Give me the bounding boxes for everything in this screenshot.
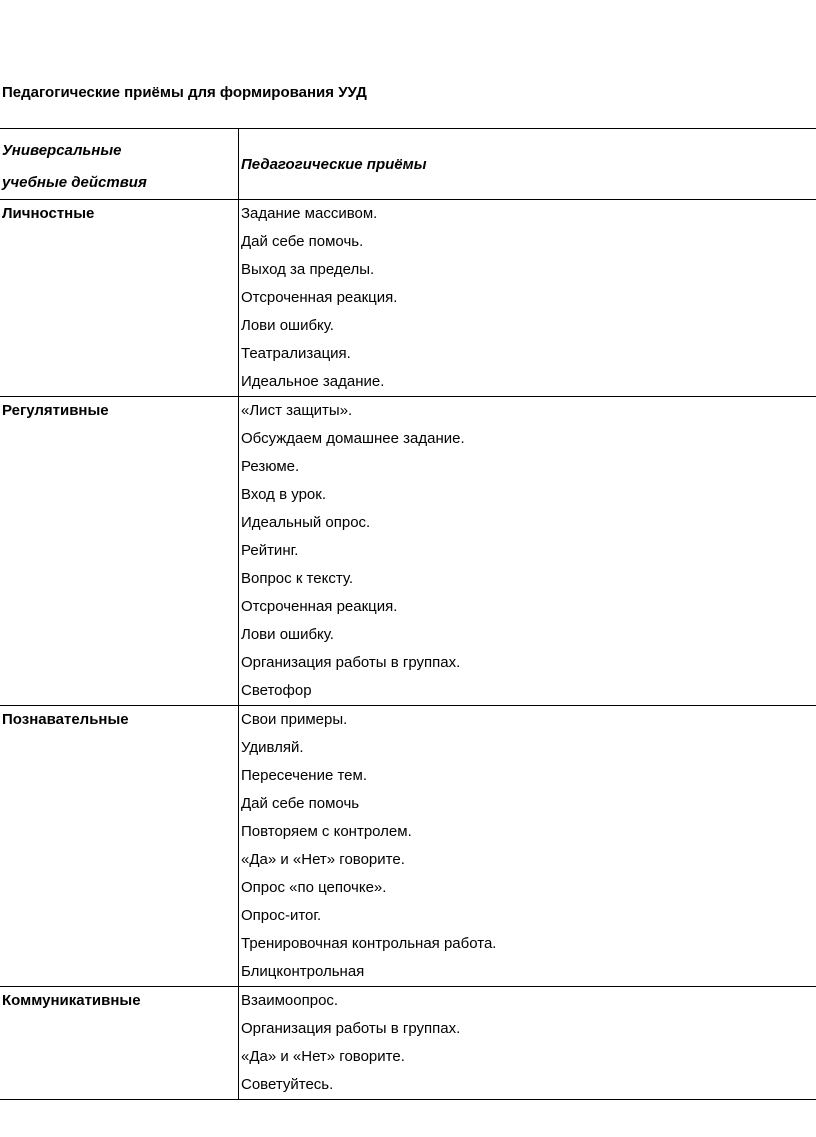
header-cell-techniques [239,129,816,200]
technique-item: «Лист защиты». [241,402,353,419]
category-label: Коммуникативные [2,992,141,1009]
technique-item: Театрализация. [241,345,351,362]
header-cell-actions [0,129,239,200]
category-cell [0,706,239,987]
technique-item: Дай себе помочь. [241,233,364,250]
technique-item: Пересечение тем. [241,767,368,784]
technique-item: Опрос-итог. [241,907,322,924]
header-actions-line2: учебные действия [2,174,147,191]
technique-item: Рейтинг. [241,542,299,559]
technique-item: Организация работы в группах. [241,1020,461,1037]
technique-item: Дай себе помочь [241,795,360,812]
category-label: Личностные [2,205,95,222]
technique-item: Резюме. [241,458,300,475]
table-row [0,987,816,1100]
document-title: Педагогические приёмы для формирования УУД [2,84,367,101]
technique-item: Светофор [241,682,312,699]
technique-item: Вопрос к тексту. [241,570,354,587]
technique-item: Советуйтесь. [241,1076,334,1093]
technique-item: Идеальное задание. [241,373,385,390]
techniques-cell [239,987,816,1100]
technique-item: Свои примеры. [241,711,348,728]
category-label: Регулятивные [2,402,109,419]
header-techniques-text: Педагогические приёмы [241,156,427,173]
technique-item: Блицконтрольная [241,963,365,980]
technique-item: Удивляй. [241,739,304,756]
table-row [0,397,816,706]
category-cell [0,987,239,1100]
technique-item: Отсроченная реакция. [241,289,398,306]
technique-item: Задание массивом. [241,205,378,222]
techniques-cell [239,200,816,397]
technique-item: Отсроченная реакция. [241,598,398,615]
technique-item: Обсуждаем домашнее задание. [241,430,465,447]
technique-item: «Да» и «Нет» говорите. [241,851,405,868]
uud-table [0,128,816,1100]
technique-item: Организация работы в группах. [241,654,461,671]
technique-item: Лови ошибку. [241,626,334,643]
techniques-cell [239,706,816,987]
header-actions-line1: Универсальные [2,142,122,159]
technique-item: Вход в урок. [241,486,326,503]
category-cell [0,200,239,397]
technique-item: Выход за пределы. [241,261,375,278]
category-cell [0,397,239,706]
header-actions-text [2,129,238,199]
techniques-cell [239,397,816,706]
technique-item: Опрос «по цепочке». [241,879,387,896]
table-row [0,706,816,987]
technique-item: Тренировочная контрольная работа. [241,935,497,952]
technique-item: «Да» и «Нет» говорите. [241,1048,405,1065]
table-body [0,129,816,1100]
technique-item: Лови ошибку. [241,317,334,334]
category-label: Познавательные [2,711,129,728]
table-header-row [0,129,816,200]
technique-item: Взаимоопрос. [241,992,339,1009]
technique-item: Повторяем с контролем. [241,823,412,840]
table-row [0,200,816,397]
technique-item: Идеальный опрос. [241,514,371,531]
